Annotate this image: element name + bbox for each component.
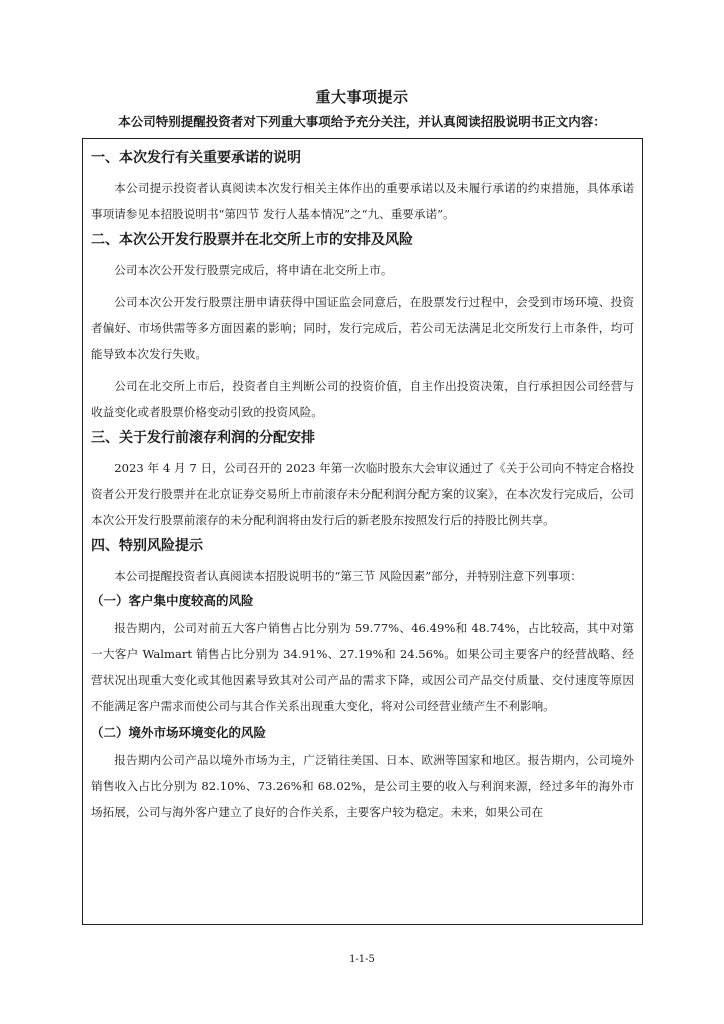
subsection-2-paragraph-1: 报告期内公司产品以境外市场为主，广泛销往美国、日本、欧洲等国家和地区。报告期内，公司境外销售收入占比分别为 82.10%、73.26%和 68.02%，是公司主要的收入与利润来源，经过多年的海外市场拓展，公司与海外客户建立了良好的合作关系，主要客户较为稳定。未来，如果公司在 <box>91 753 634 819</box>
section-4-paragraph-1: 本公司提醒投资者认真阅读本招股说明书的“第三节 风险因素”部分，并特别注意下列事项： <box>114 569 582 583</box>
subsection-2-heading: （二）境外市场环境变化的风险 <box>91 725 267 740</box>
section-1-paragraph-1: 本公司提示投资者认真阅读本次发行相关主体作出的重要承诺以及未履行承诺的约束措施，具体承诺事项请参见本招股说明书“第四节 发行人基本情况”之“九、重要承诺”。 <box>91 181 634 221</box>
section-2-paragraph-1: 公司本次公开发行股票完成后，将申请在北交所上市。 <box>114 263 393 277</box>
section-4-heading: 四、特别风险提示 <box>91 538 203 554</box>
section-1-heading: 一、本次发行有关重要承诺的说明 <box>91 150 301 166</box>
section-2-paragraph-3: 公司在北交所上市后，投资者自主判断公司的投资价值，自主作出投资决策，自行承担因公司经营与收益变化或者股票价格变动引致的投资风险。 <box>91 379 634 419</box>
section-2-paragraph-2: 公司本次公开发行股票注册申请获得中国证监会同意后，在股票发行过程中，会受到市场环境、投资者偏好、市场供需等多方面因素的影响；同时，发行完成后，若公司无法满足北交所发行上市条件，均可能导致本次发行失败。 <box>91 295 634 361</box>
subsection-1-heading: （一）客户集中度较高的风险 <box>91 593 254 608</box>
section-3-paragraph-1: 2023 年 4 月 7 日，公司召开的 2023 年第一次临时股东大会审议通过了《关于公司向不特定合格投资者公开发行股票并在北京证券交易所上市前滚存未分配利润分配方案的议案》，在本次发行完成后，公司本次公开发行股票前滚存的未分配利润将由发行后的新老股东按照发行后的持股比例共享。 <box>91 461 634 527</box>
subsection-1-paragraph-1: 报告期内，公司对前五大客户销售占比分别为 59.77%、46.49%和 48.74%，占比较高，其中对第一大客户 Walmart 销售占比分别为 34.91%、27.19%和 24.56%。如果公司主要客户的经营战略、经营状况出现重大变化或其他因素导致其对公司产品的需求下降，或因公司产品交付质量、交付速度等原因不能满足客户需求而使公司与其合作关系出现重大变化，将对公司经营业绩产生不利影响。 <box>91 621 634 713</box>
content-box <box>82 138 643 925</box>
document-subtitle: 本公司特别提醒投资者对下列重大事项给予充分关注，并认真阅读招股说明书正文内容： <box>118 114 606 129</box>
page-number: 1-1-5 <box>349 954 375 965</box>
section-3-heading: 三、关于发行前滚存利润的分配安排 <box>91 430 315 446</box>
section-2-heading: 二、本次公开发行股票并在北交所上市的安排及风险 <box>91 232 413 248</box>
document-title: 重大事项提示 <box>315 88 409 106</box>
